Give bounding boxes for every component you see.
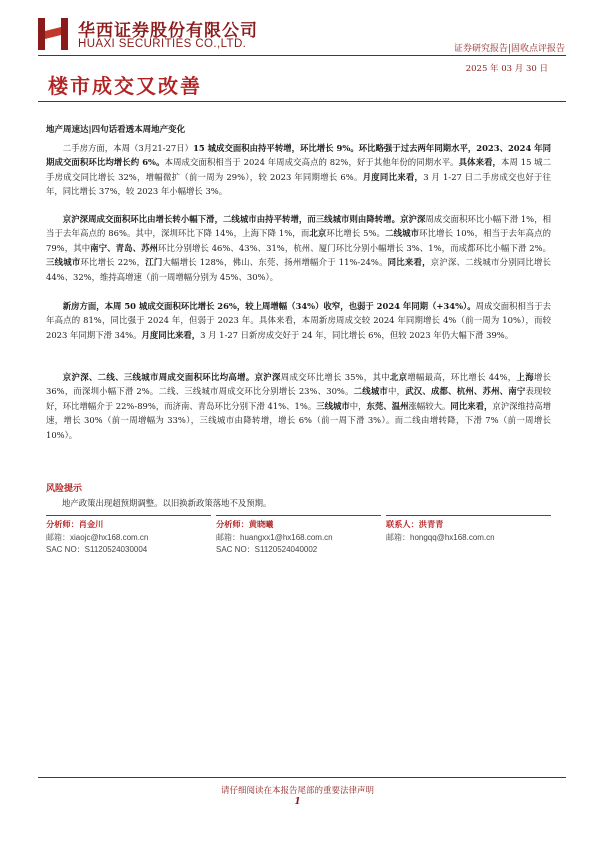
emphasis-text: 月度同比来看， (362, 171, 424, 182)
analyst-name: 分析师：黄晓曦 (216, 519, 274, 529)
report-type-label: 证券研究报告|固收点评报告 (453, 44, 565, 54)
report-subtitle: 地产周速达|四句话看透本周地产变化 (46, 125, 186, 135)
risk-title: 风险提示 (46, 484, 83, 494)
emphasis-text: 江门 (145, 257, 163, 268)
body-text: 二手房方面，本周（3月21-27日） (62, 143, 194, 153)
body-text: 3 月 1-27 日新房成交好于 24 年，同比增长 6%，但较 2023 年仍大幅下滑 39%。 (200, 329, 514, 340)
contact-email[interactable]: 邮箱：hongqq@hx168.com.cn (386, 533, 495, 542)
footer-divider (38, 777, 566, 778)
body-text: 周成交面积相当于去年高点的 81%，同比强于 2024 年，但弱于 2023 年。具体来看，本周新房周成交较 2024 年同期增长 4%（前一周为 10%），而较 2023 年同期下滑 34%。 (46, 301, 552, 340)
emphasis-text: 京沪深、二线、三线城市周成交面积环比均高增。京沪深 (62, 372, 281, 382)
page-number: 1 (294, 797, 301, 807)
emphasis-text: 北京 (389, 372, 408, 382)
body-text: 周成交环比增长 35%，其中 (280, 372, 390, 382)
emphasis-text: 武汉、成都、杭州、苏州、南宁 (405, 386, 526, 397)
body-text: 中， (388, 386, 406, 397)
page-title: 楼市成交又改善 (48, 74, 202, 98)
body-text: 本周 15 城二手房成交同比增长 32%，增幅微扩（前一周为 29%），较 2023 年同期增长 6%。 (46, 157, 552, 182)
emphasis-text: 京沪深周成交面积环比由增长转小幅下滑，二线城市由持平转增，而三线城市则由降转增。京沪深 (62, 214, 426, 224)
emphasis-text: 同比来看， (450, 400, 493, 411)
analyst-divider (46, 515, 211, 516)
emphasis-text: 北京 (309, 228, 327, 239)
emphasis-text: 东莞、温州 (366, 400, 409, 411)
legal-notice: 请仔细阅读在本报告尾部的重要法律声明 (220, 786, 374, 796)
paragraph-secondhand-overview (46, 141, 551, 199)
emphasis-text: 三线城市 (316, 400, 350, 411)
emphasis-text: 具体来看， (458, 157, 502, 168)
paragraph-newhome-overview (46, 299, 551, 342)
analyst-divider (216, 515, 381, 516)
body-text: 涨幅较大。 (408, 400, 451, 411)
analyst-divider (386, 515, 551, 516)
analyst-name: 分析师：肖金川 (46, 519, 104, 529)
title-divider (38, 101, 566, 102)
emphasis-text: 15 城成交面积由持平转增，环比增长 9%。环比略强于过去两年同期水平，2023、2024 年同期成交面积环比均增长约 6%。 (46, 143, 551, 168)
analyst-block (46, 515, 551, 560)
contact-name: 联系人：洪青青 (386, 519, 444, 529)
emphasis-text: 南宁、青岛、苏州 (90, 242, 159, 253)
body-text: 京沪深维持高增速，增长 30%（前一周增幅为 33%），三线城市由降转增，增长 6%（前一周下滑 3%）。而二线由增转降，下滑 7%（前一周增长 10%）。 (46, 400, 552, 440)
analyst-sac-number: SAC NO：S1120524030004 (46, 545, 148, 554)
body-text: 京沪深、二线城市分别同比增长 44%、32%，维持高增速（前一周增幅分别为 45%、30%）。 (46, 257, 552, 282)
emphasis-text: 上海 (516, 372, 534, 382)
body-text: 环比增长 10%，相当于去年高点的 79%，其中 (46, 228, 552, 253)
body-text: 周成交面积环比小幅下滑 1%，相当于去年高点的 86%。其中，深圳环比下降 14%，上海下降 1%，而 (46, 214, 551, 239)
paragraph-secondhand-cities (46, 212, 551, 284)
paragraph-newhome-cities (46, 370, 551, 442)
body-text: 中， (349, 400, 367, 411)
body-text: 本周成交面积相当于 2024 年周成交高点的 82%，好于其他年份的同期水平。 (164, 157, 459, 168)
analyst-sac-number: SAC NO：S1120524040002 (216, 545, 318, 554)
company-name-en: HUAXI SECURITIES CO.,LTD. (78, 38, 247, 50)
analyst-email[interactable]: 邮箱：huangxx1@hx168.com.cn (216, 533, 333, 542)
emphasis-text: 二线城市 (353, 386, 389, 397)
body-text: 环比分别增长 46%、43%、31%，杭州、厦门环比分别小幅增长 3%、1%，而成都环比小幅下滑 2%。 (158, 242, 552, 253)
emphasis-text: 月度同比来看， (141, 329, 201, 340)
body-text: 环比增长 22%， (80, 257, 146, 268)
risk-text: 地产政策出现超预期调整。以旧换新政策落地不及预期。 (62, 498, 272, 508)
contact-card (386, 515, 551, 543)
header-divider (38, 55, 566, 56)
analyst-email[interactable]: 邮箱：xiaojc@hx168.com.cn (46, 533, 149, 542)
analyst-card (46, 515, 211, 555)
emphasis-text: 二线城市 (385, 228, 420, 239)
analyst-card (216, 515, 381, 555)
company-name-cn: 华西证券股份有限公司 (78, 21, 258, 41)
body-text: 大幅增长 128%，佛山、东莞、扬州增幅介于 11%-24%。 (162, 257, 388, 268)
report-date: 2025 年 03 月 30 日 (465, 64, 548, 74)
body-text: 增长 36%，而深圳小幅下滑 2%。二线、三线城市周成交环比分别增长 23%、30%。 (46, 372, 552, 397)
emphasis-text: 同比来看， (387, 257, 431, 268)
body-text: 表现较好，环比增幅介于 22%-89%，而济南、青岛环比分别下滑 41%、1%。 (46, 386, 552, 411)
body-text: 环比增长 5%。 (326, 228, 386, 239)
huaxi-logo-icon (38, 18, 68, 50)
emphasis-text: 三线城市 (46, 257, 81, 268)
emphasis-text: 新房方面，本周 50 城成交面积环比增长 26%，较上周增幅（34%）收窄，也弱于 2024 年同期（+34%）。 (62, 301, 476, 311)
body-text: 增幅最高，环比增长 44%， (407, 372, 517, 382)
body-text: 3 月 1-27 日二手房成交也好于往年，同比增长 37%，较 2023 年小幅增长 3%。 (46, 171, 551, 197)
